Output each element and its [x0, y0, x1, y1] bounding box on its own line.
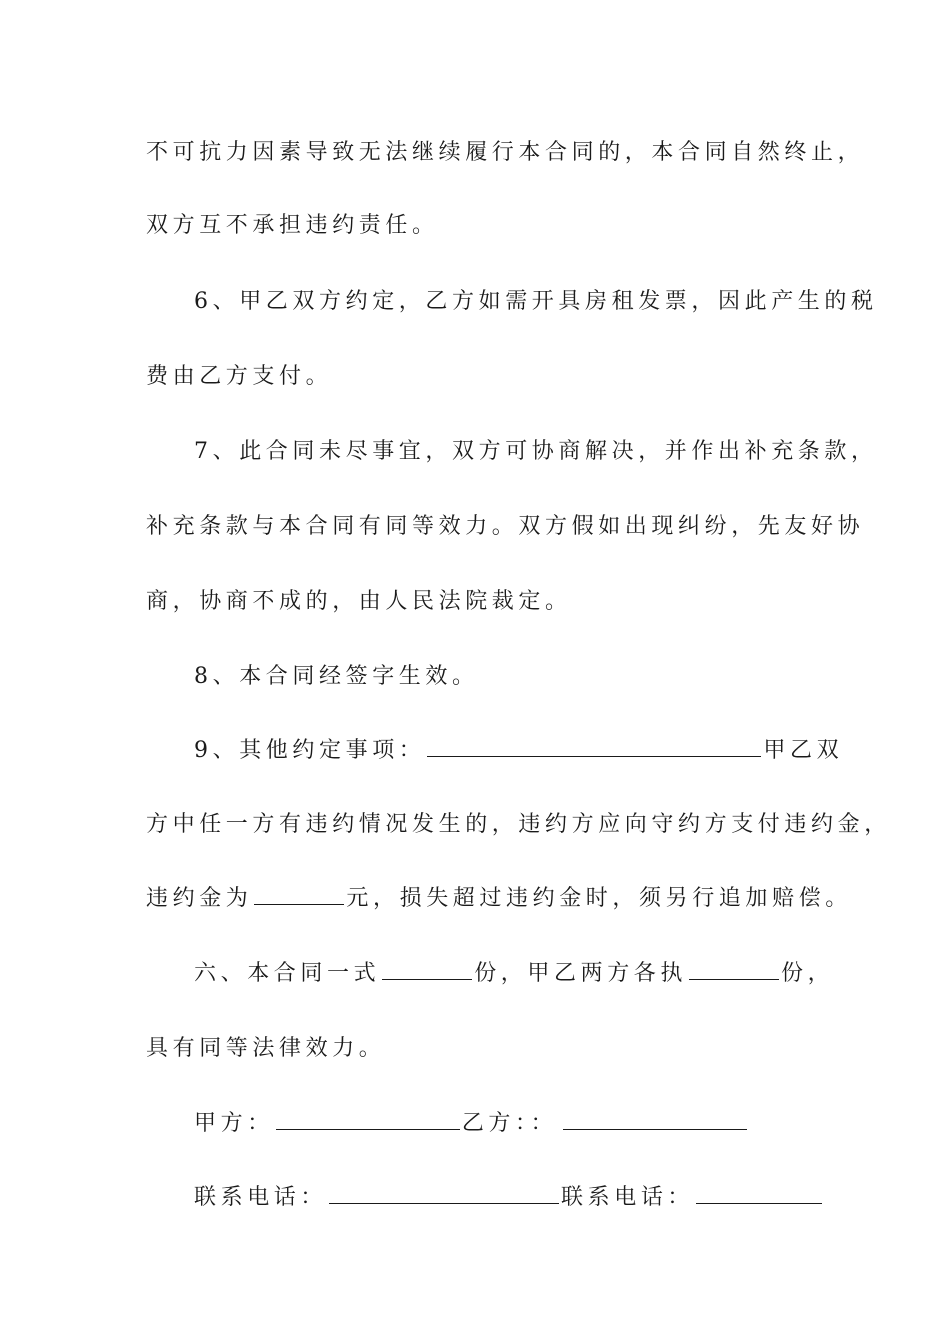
copies-line	[194, 959, 874, 989]
paragraph-line: 具有同等法律效力。	[146, 1036, 386, 1061]
phone-a-blank[interactable]	[329, 1183, 559, 1204]
paragraph-line: 补充条款与本合同有同等效力。双方假如出现纠纷，先友好协	[146, 514, 865, 539]
copies-suffix: 份，	[781, 961, 835, 986]
penalty-line	[146, 884, 852, 914]
paragraph-line: 费由乙方支付。	[146, 364, 333, 389]
clause-9-line	[194, 736, 874, 766]
penalty-amount-blank[interactable]	[254, 884, 344, 905]
clause-9-prefix: 9、其他约定事项：	[194, 738, 426, 763]
party-a-blank[interactable]	[276, 1109, 460, 1130]
clause-6-line: 6、甲乙双方约定，乙方如需开具房租发票，因此产生的税	[194, 289, 878, 314]
party-b-blank[interactable]	[563, 1109, 747, 1130]
penalty-suffix: 元，损失超过违约金时，须另行追加赔偿。	[346, 886, 852, 911]
party-a-label: 甲方：	[194, 1111, 274, 1136]
penalty-prefix: 违约金为	[146, 886, 253, 911]
signature-line	[194, 1109, 874, 1139]
paragraph-line: 不可抗力因素导致无法继续履行本合同的，本合同自然终止，	[146, 140, 865, 165]
clause-7-line: 7、此合同未尽事宜，双方可协商解决，并作出补充条款，	[194, 439, 878, 464]
party-b-label: 乙方：：	[461, 1111, 558, 1136]
clause-8-line: 8、本合同经签字生效。	[194, 664, 479, 689]
clause-9-suffix: 甲乙双	[763, 738, 844, 763]
copies-each-blank[interactable]	[689, 959, 779, 980]
phone-b-blank[interactable]	[696, 1183, 822, 1204]
phone-label-b: 联系电话：	[561, 1185, 695, 1210]
paragraph-line: 方中任一方有违约情况发生的，违约方应向守约方支付违约金，	[146, 812, 891, 837]
other-terms-blank[interactable]	[427, 736, 761, 757]
copies-total-blank[interactable]	[382, 959, 472, 980]
phone-label-a: 联系电话：	[194, 1185, 328, 1210]
paragraph-line: 商，协商不成的，由人民法院裁定。	[146, 589, 572, 614]
copies-middle: 份，甲乙两方各执	[474, 961, 688, 986]
copies-prefix: 六、本合同一式	[194, 961, 381, 986]
phone-line	[194, 1183, 874, 1213]
paragraph-line: 双方互不承担违约责任。	[146, 213, 439, 238]
